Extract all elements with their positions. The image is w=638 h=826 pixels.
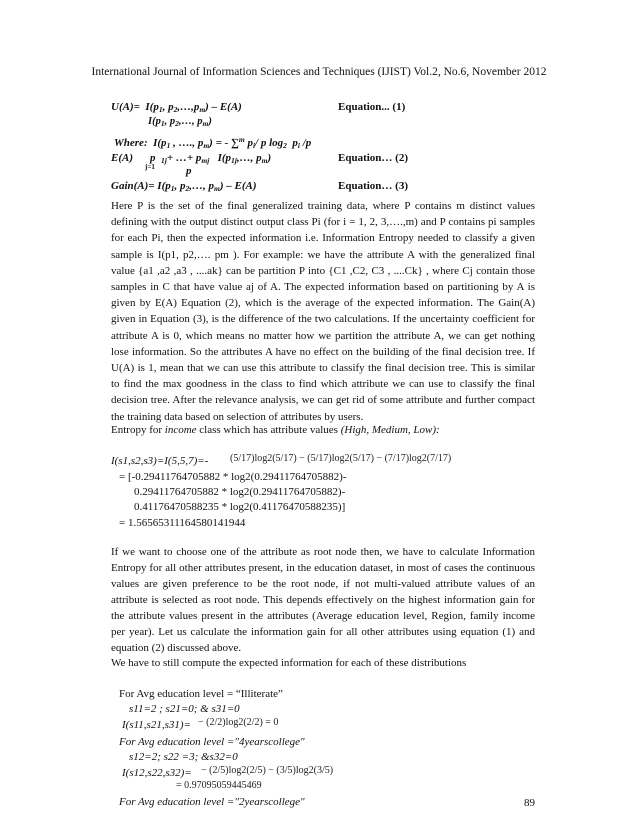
equation-1-denominator: $I(p_1$, $p_2,\dots$, $p_m$) — [148, 116, 212, 128]
income-calc-line-5: = 1.56565311164580141944 — [119, 517, 246, 529]
where-line: Where: $I(p_1$ , …., $p_m$) = - ∑$^m$ $p_i/$ p $\log_2 p_i$ /p — [114, 135, 312, 150]
equation-2-index: j=1 — [145, 163, 155, 171]
equation-1-label: Equation... (1) — [338, 101, 406, 113]
income-calc-formula: (5/17)log2(5/17) − (5/17)log2(5/17) − (7/17)log2(7/17) — [230, 453, 452, 464]
income-calc-line-3: 0.29411764705882 * log2(0.29411764705882)- — [134, 486, 346, 498]
distribution-2-counts: s12=2; s22 =3; &s32=0 — [129, 751, 238, 763]
distribution-1-counts: s11=2 ; s21=0; & s31=0 — [129, 703, 240, 715]
income-calc-lhs: I(s1,s2,s3)=I(5,5,7)=- — [111, 455, 209, 467]
distribution-1-label: For Avg education level = “Illiterate” — [119, 688, 283, 700]
page-number: 89 — [524, 797, 535, 809]
entropy-intro — [111, 423, 440, 437]
paragraph-1-text: Here P is the set of the final generalized training data, where P contains m distinct values defining with the output distinct output class Pi (for i = 1, 2, 3,….,m) and P contains pi samples for each Pi, then the expected information i.e. Information Entropy needed to classify a given sample is I(p1, p2,…. pm ). For example: we have the attribute A with the generalized final value {a1 ,a2 ,a3 , ....ak} can be partition P into {C1 ,C2, C3 , ....Ck} , where Cj contain those samples in C that have value aj of A. The expected information based on partitioning by A is given by E(A) Equation (2), which is the average of the expected information. The Gain(A) given in Equation (3), is the difference of the two calculations. If the uncertainty coefficient for attribute A is 0, which means no matter how we partition the attribute A, we can get nothing lose information. So the attributes A have no effect on the building of the final decision tree. If U(A) is 1, mean that we can use this attribute to classify the final decision tree. This is similar to find the max goodness in the class to find which attribute we can use to classify the final decision tree. After the relevance analysis, we can get rid of some attribute and further compact the training data based on selection of attributes by users. — [111, 200, 535, 423]
entropy-values: (High, Medium, Low): — [340, 424, 440, 436]
equation-1-numerator: $U(A)= I(p_1$, $p_2,\dots,p_m) - E(A)$ — [111, 101, 242, 114]
equation-2-denominator: p — [186, 165, 192, 177]
entropy-income: income — [164, 424, 197, 436]
equation-3-label: Equation… (3) — [338, 180, 408, 192]
paragraph-2-text: If we want to choose one of the attribute as root node then, we have to calculate Information Entropy for all other attributes present, in the education dataset, in most of cases the continuous values are given preference to be the root node, if not multi-valued attribute values of an attribute is selected as root node. This depends effectively on the highest information gain for the attribute values present in the attributes (Average education level, Region, family income per year). Let us calculate the information gain for all other attributes using equation (1) and equation (2) discussed above. — [111, 546, 535, 654]
body-paragraph-3: We have to still compute the expected information for each of these distributions — [111, 657, 467, 669]
distribution-2-result: = 0.97095059445469 — [176, 780, 262, 791]
journal-header: International Journal of Information Sciences and Techniques (IJIST) Vol.2, No.6, November 2012 — [91, 66, 547, 78]
equation-3: Gain(A)= $I(p_1$, $p_2,\dots$, $p_m) - E(A)$ — [111, 180, 257, 193]
distribution-1-formula: − (2/2)log2(2/2) = 0 — [198, 717, 279, 728]
distribution-2-info: I(s12,s22,s32)= — [122, 767, 192, 779]
entropy-middle: class which has attribute values — [196, 424, 341, 436]
distribution-1-info: I(s11,s21,s31)= — [122, 719, 191, 731]
equation-2-lhs: E(A) — [111, 152, 133, 164]
equation-2-label: Equation… (2) — [338, 152, 408, 164]
income-calc-line-4: 0.41176470588235 * log2(0.41176470588235)] — [134, 501, 346, 513]
income-calc-line-2: = [-0.29411764705882 * log2(0.29411764705882)- — [119, 471, 347, 483]
distribution-2-label: For Avg education level ="4yearscollege" — [119, 736, 305, 748]
body-paragraph-2 — [111, 544, 535, 656]
entropy-prefix: Entropy for — [111, 424, 165, 436]
distribution-3-label: For Avg education level ="2yearscollege" — [119, 796, 305, 808]
distribution-2-formula: − (2/5)log2(2/5) − (3/5)log2(3/5) — [201, 765, 334, 776]
equation-2-sum: p $_{1j}$+ …+ $p_{mj}$ $I(p_{1j},\dots$, $p_m$) — [150, 152, 272, 165]
body-paragraph-1 — [111, 198, 535, 425]
